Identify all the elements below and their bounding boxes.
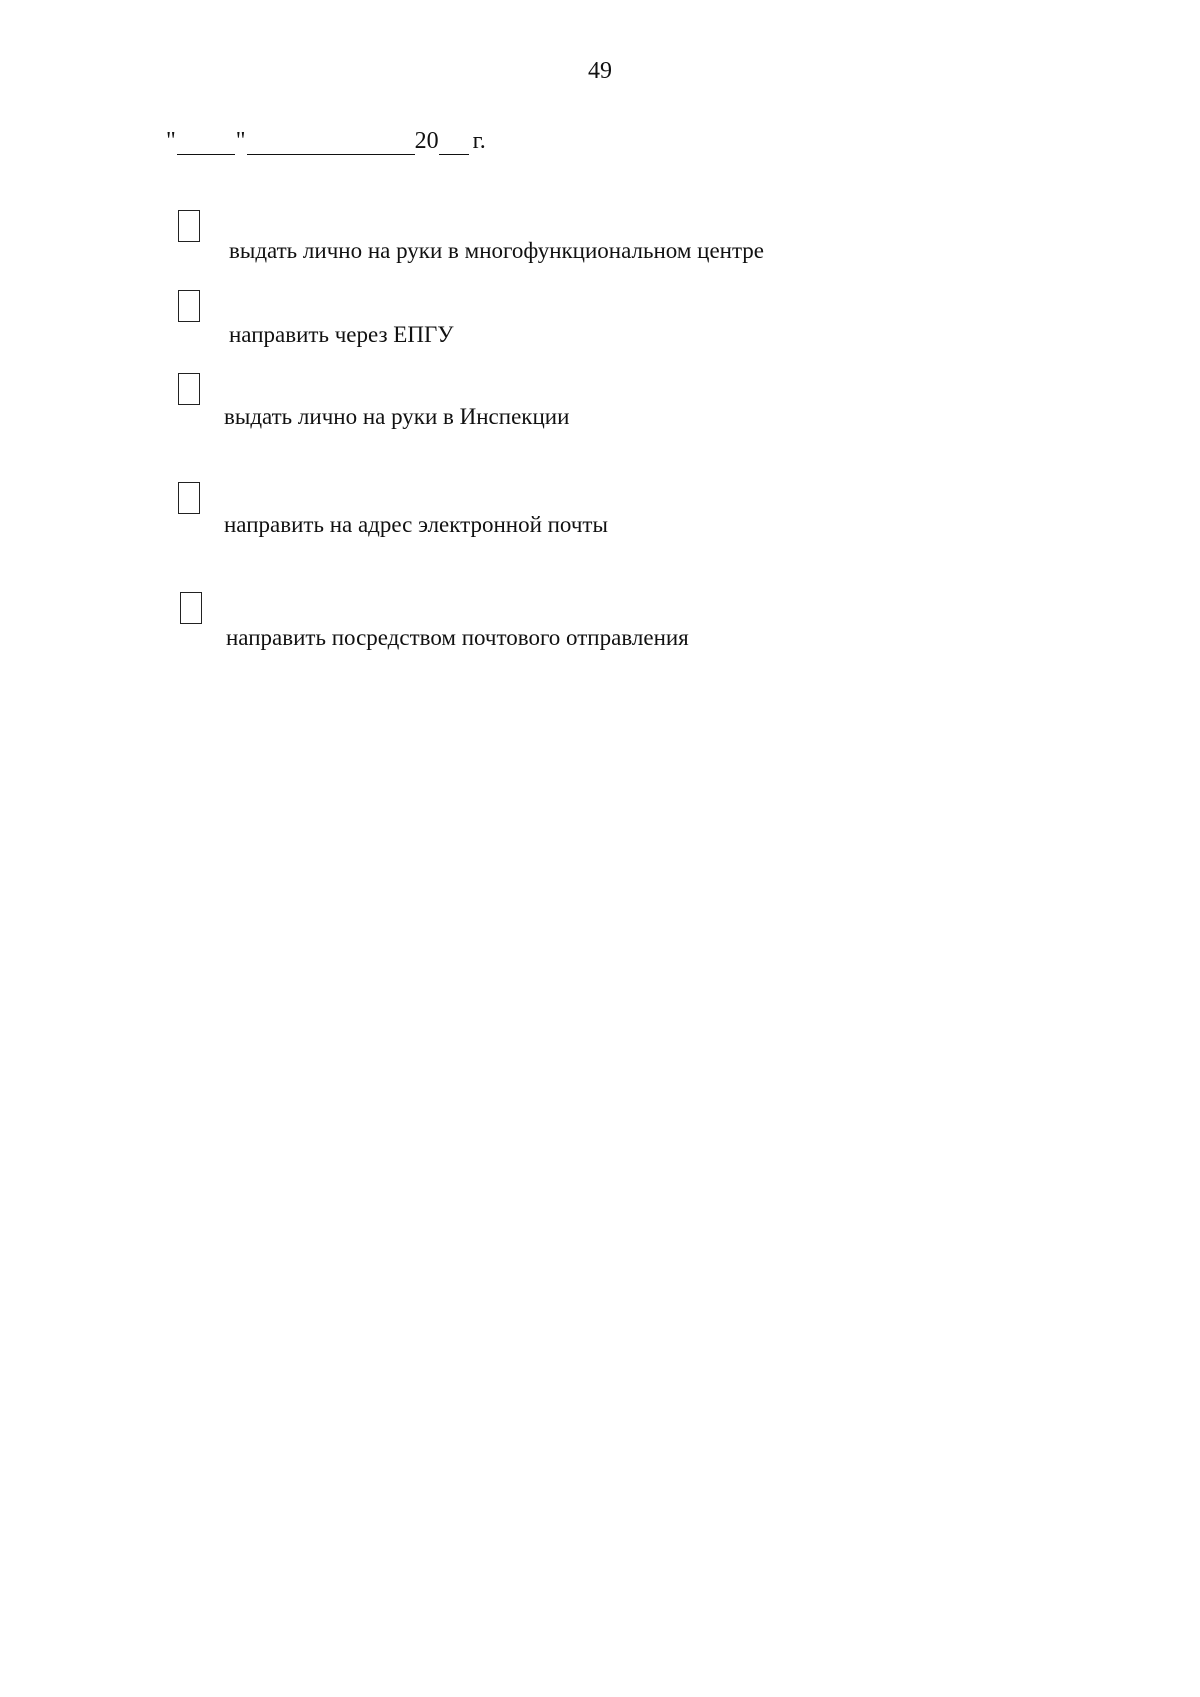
page-number: 49 [588,58,612,84]
option-label-postal: направить посредством почтового отправления [226,625,689,650]
option-label-mfc-pickup: выдать лично на руки в многофункциональном центре [229,238,765,263]
month-blank-field[interactable] [247,134,415,155]
date-close-quote: " [235,128,246,154]
date-open-quote: " [166,128,176,154]
date-line [165,128,486,155]
option-label-inspection-pickup: выдать лично на руки в Инспекции [224,404,570,429]
checkbox-epgu[interactable] [178,290,200,322]
option-label-epgu: направить через ЕПГУ [229,322,454,347]
checkbox-inspection-pickup[interactable] [178,373,200,405]
year-prefix: 20 [414,128,439,154]
day-blank-field[interactable] [177,134,235,155]
checkbox-postal[interactable] [180,592,202,624]
checkbox-mfc-pickup[interactable] [178,210,200,242]
checkbox-email[interactable] [178,482,200,514]
year-blank-field[interactable] [439,134,469,155]
year-suffix: г. [472,128,486,154]
option-label-email: направить на адрес электронной почты [224,512,608,537]
